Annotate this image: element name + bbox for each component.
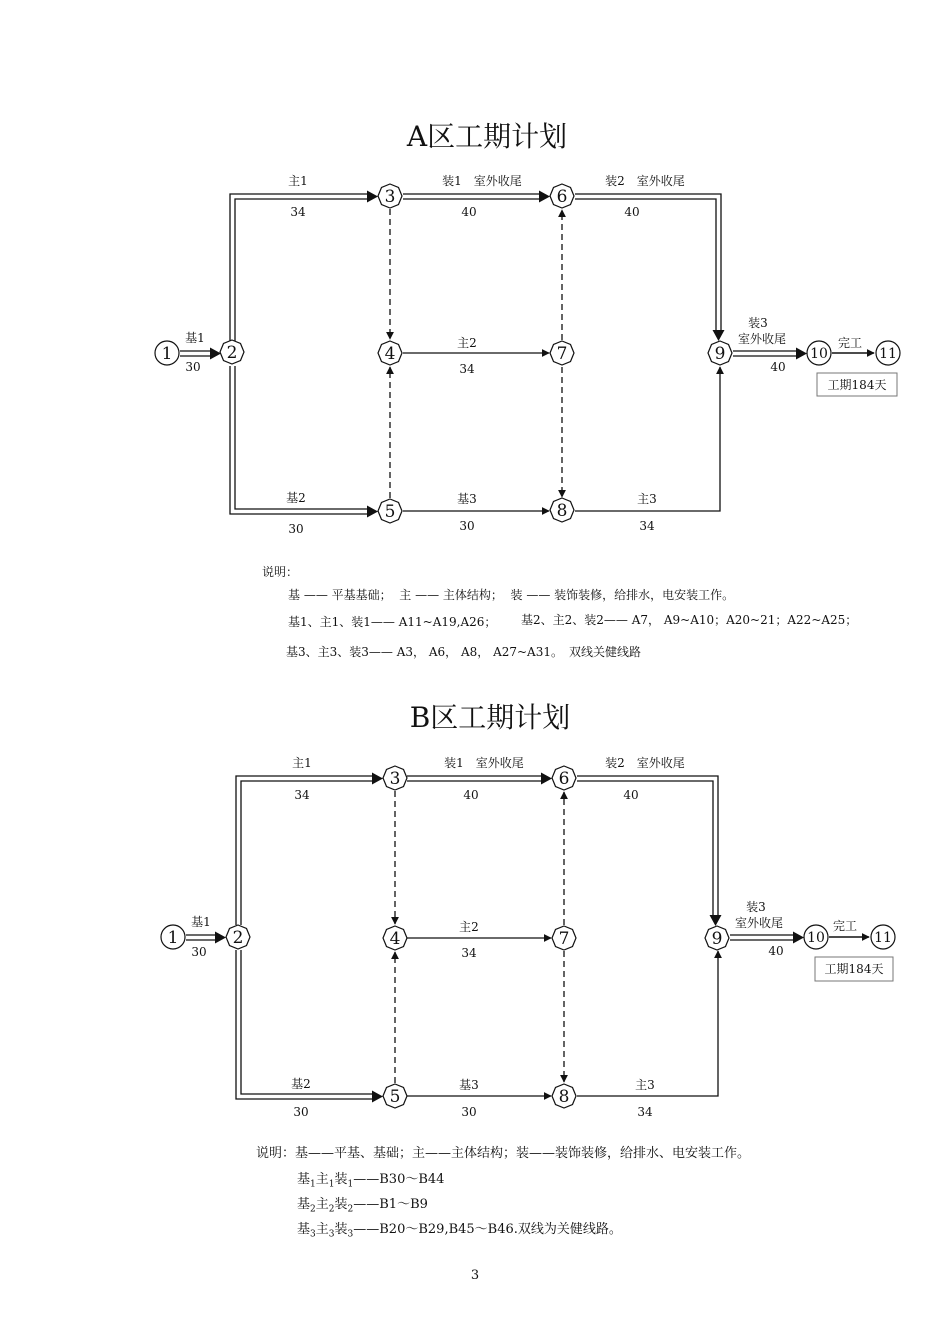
a-notes-line3b: 双线关健线路 (569, 645, 642, 659)
b-edge-6-9 (577, 755, 722, 926)
svg-text:30: 30 (293, 1105, 309, 1119)
diagram-b-title: B区工期计划 (409, 701, 571, 734)
a-edge-10-11 (832, 336, 874, 353)
svg-text:34: 34 (461, 946, 477, 960)
svg-text:4: 4 (384, 344, 396, 364)
svg-text:40: 40 (463, 788, 479, 802)
b-edge-8-9 (577, 951, 718, 1119)
a-node-9 (708, 341, 732, 365)
a-edge-3-6-value: 40 (461, 205, 477, 219)
svg-text:11: 11 (879, 346, 897, 362)
b-node-8 (552, 1084, 576, 1108)
b-node-5 (383, 1084, 407, 1108)
b-node-7 (552, 926, 576, 950)
b-node-4 (383, 926, 407, 950)
a-edge-6-9-value: 40 (624, 205, 640, 219)
svg-text:11: 11 (874, 930, 892, 946)
svg-text:10: 10 (807, 930, 825, 946)
b-edge-3-6 (407, 755, 552, 802)
a-notes-line1: 基 —— 平基基础； 主 —— 主体结构； 装 —— 装饰装修，给排水，电安装工作。 (288, 588, 735, 602)
svg-text:6: 6 (556, 187, 568, 207)
a-node-2 (220, 340, 244, 364)
b-notes-line4: 基$_3$主$_3$装$_3$——B20～B29,B45～B46.双线为关健线路。 (297, 1222, 622, 1240)
svg-text:10: 10 (810, 346, 828, 362)
b-edge-2-5 (236, 950, 383, 1119)
svg-text:30: 30 (191, 945, 207, 959)
svg-text:40: 40 (623, 788, 639, 802)
svg-text:1: 1 (167, 928, 179, 948)
b-node-11 (871, 925, 895, 949)
svg-text:基2: 基2 (291, 1077, 311, 1091)
diagram-a (155, 120, 900, 536)
svg-text:4: 4 (389, 929, 401, 949)
a-edge-5-8-value: 30 (459, 519, 475, 533)
b-node-9 (705, 926, 729, 950)
a-edge-1-2 (180, 331, 221, 374)
a-node-3 (378, 184, 402, 208)
b-node-1 (161, 925, 185, 949)
a-edge-4-7 (403, 336, 549, 376)
b-node-6 (552, 766, 576, 790)
page-number: 3 (470, 1268, 480, 1283)
a-node-4 (378, 341, 402, 365)
b-edge-9-10 (730, 899, 804, 958)
svg-text:基3: 基3 (459, 1078, 479, 1092)
diagram-a-title: A区工期计划 (406, 120, 568, 153)
a-edge-9-10-value: 40 (770, 360, 786, 374)
svg-text:工期184天: 工期184天 (827, 378, 887, 392)
b-node-2 (226, 925, 250, 949)
a-edge-5-8 (403, 492, 549, 533)
a-edge-8-9-label: 主3 (637, 492, 657, 506)
b-edge-1-2 (186, 915, 226, 959)
svg-text:1: 1 (161, 344, 173, 364)
a-duration-box (817, 373, 897, 396)
a-edge-4-7-value: 34 (459, 362, 475, 376)
b-node-3 (383, 766, 407, 790)
svg-text:5: 5 (389, 1087, 401, 1107)
svg-text:装1 室外收尾: 装1 室外收尾 (444, 756, 524, 770)
a-edge-2-3 (230, 174, 378, 341)
svg-text:室外收尾: 室外收尾 (734, 916, 784, 930)
a-node-1 (155, 341, 179, 365)
svg-text:8: 8 (556, 501, 568, 521)
diagram-b (161, 701, 895, 1119)
svg-text:完工: 完工 (832, 919, 858, 933)
svg-text:9: 9 (714, 344, 726, 364)
a-node-11 (876, 341, 900, 365)
svg-text:基1: 基1 (191, 915, 211, 929)
svg-text:装2 室外收尾: 装2 室外收尾 (605, 756, 685, 770)
a-edge-2-3-label: 主1 (288, 174, 308, 188)
svg-text:8: 8 (558, 1087, 570, 1107)
svg-text:34: 34 (637, 1105, 653, 1119)
a-node-6 (550, 184, 574, 208)
svg-text:工期184天: 工期184天 (824, 962, 884, 976)
svg-text:3: 3 (384, 187, 396, 207)
a-edge-6-9-label: 装2 室外收尾 (605, 174, 685, 188)
a-edge-5-8-label: 基3 (457, 492, 477, 506)
a-edge-2-5 (230, 366, 378, 536)
a-node-7 (550, 341, 574, 365)
b-notes-line3: 基$_2$主$_2$装$_2$——B1～B9 (297, 1197, 428, 1215)
a-edge-3-6-label: 装1 室外收尾 (442, 174, 522, 188)
a-edge-2-5-label: 基2 (286, 491, 306, 505)
a-notes-line2b: 基2、主2、装2—— A7， A9~A10；A20~21；A22~A25； (521, 613, 858, 627)
svg-text:2: 2 (232, 928, 244, 948)
a-edge-8-9-value: 34 (639, 519, 655, 533)
b-edge-4-7 (407, 920, 551, 960)
b-duration-box (815, 957, 893, 981)
svg-text:7: 7 (556, 344, 568, 364)
a-edge-2-5-value: 30 (288, 522, 304, 536)
svg-text:40: 40 (768, 944, 784, 958)
svg-text:3: 3 (389, 769, 401, 789)
svg-text:7: 7 (558, 929, 570, 949)
a-edge-10-11-label: 完工 (837, 336, 863, 350)
b-edge-10-11 (829, 919, 869, 937)
svg-text:9: 9 (711, 929, 723, 949)
svg-text:30: 30 (461, 1105, 477, 1119)
a-edge-9-10-label1: 装3 (748, 316, 768, 330)
svg-text:主2: 主2 (459, 920, 479, 934)
svg-text:装3: 装3 (746, 900, 766, 914)
a-node-5 (378, 499, 402, 523)
a-edge-8-9 (575, 367, 720, 533)
a-edge-9-10-label2: 室外收尾 (737, 332, 787, 346)
svg-text:2: 2 (226, 343, 238, 363)
a-node-10 (807, 341, 831, 365)
svg-text:34: 34 (294, 788, 310, 802)
svg-text:主1: 主1 (292, 756, 312, 770)
a-edge-2-3-value: 34 (290, 205, 306, 219)
a-edge-1-2-label: 基1 (185, 331, 205, 345)
a-notes-line2a: 基1、主1、装1—— A11~A19,A26； (288, 615, 497, 629)
a-notes-heading: 说明： (262, 565, 299, 579)
a-node-8 (550, 498, 574, 522)
b-notes-line2: 基$_1$主$_1$装$_1$——B30～B44 (297, 1172, 445, 1190)
a-edge-6-9 (575, 173, 725, 341)
b-notes-line1: 说明：基——平基、基础；主——主体结构；装——装饰装修，给排水、电安装工作。 (256, 1146, 751, 1161)
a-edge-9-10 (733, 315, 807, 374)
svg-text:5: 5 (384, 502, 396, 522)
svg-text:主3: 主3 (635, 1078, 655, 1092)
b-edge-2-3 (236, 756, 383, 925)
a-edge-3-6 (403, 173, 550, 219)
b-node-10 (804, 925, 828, 949)
a-edge-1-2-value: 30 (185, 360, 201, 374)
a-notes-line3a: 基3、主3、装3—— A3， A6， A8， A27~A31。 (286, 645, 563, 659)
b-edge-5-8 (407, 1078, 551, 1119)
a-edge-4-7-label: 主2 (457, 336, 477, 350)
svg-text:6: 6 (558, 769, 570, 789)
